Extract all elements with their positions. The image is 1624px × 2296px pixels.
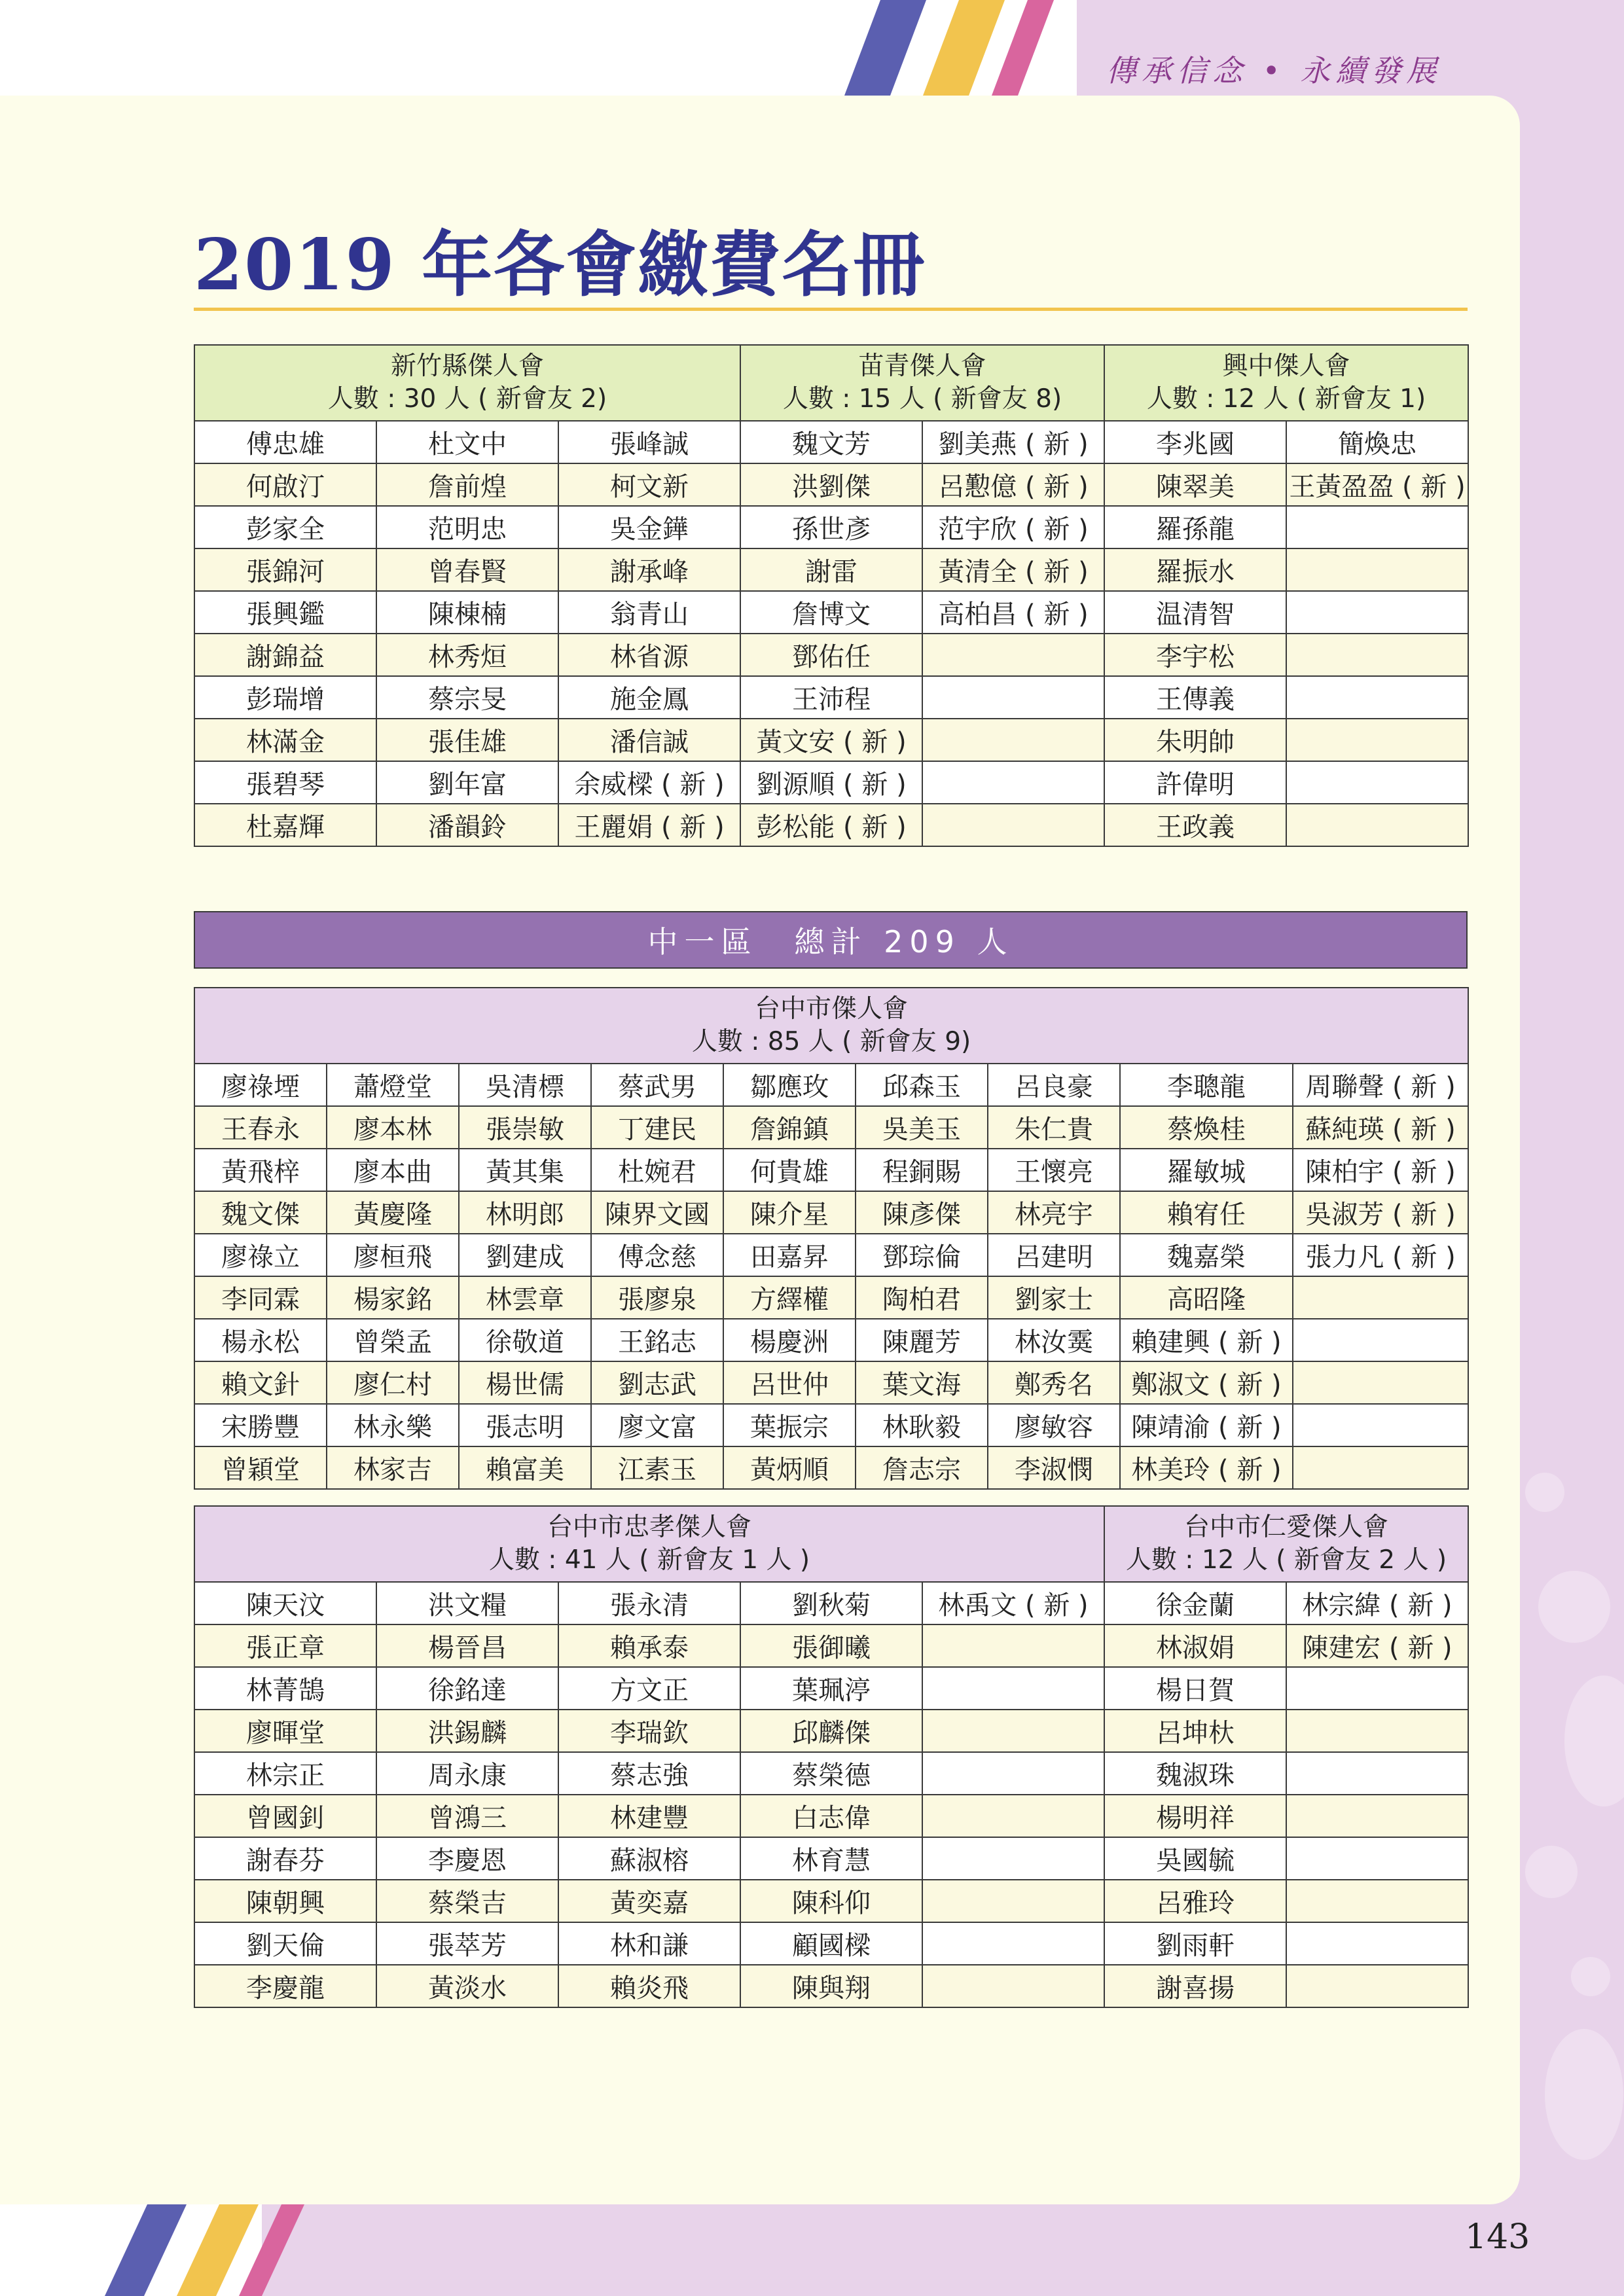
member-name-cell: 林和謙 (558, 1922, 740, 1965)
member-name-cell: 李慶龍 (194, 1965, 376, 2007)
table-row (194, 1276, 1468, 1319)
member-name-cell: 孫世彥 (740, 506, 922, 548)
member-name-cell (922, 1880, 1104, 1922)
member-name-cell: 陳建宏 ( 新 ) (1286, 1624, 1468, 1667)
member-name-cell: 江素玉 (591, 1446, 723, 1489)
group-name: 台中市仁愛傑人會 (1183, 1513, 1388, 1542)
group-header (194, 1506, 1104, 1582)
member-name-cell: 李宇松 (1104, 634, 1286, 676)
member-name-cell: 陳棟楠 (376, 591, 558, 634)
member-name-cell: 王黃盈盈 ( 新 ) (1286, 463, 1468, 506)
member-name-cell: 劉家士 (988, 1276, 1120, 1319)
member-name-cell: 曾國釗 (194, 1795, 376, 1837)
member-name-cell: 李同霖 (194, 1276, 327, 1319)
member-name-cell: 劉天倫 (194, 1922, 376, 1965)
member-name-cell: 陳靖渝 ( 新 ) (1120, 1404, 1293, 1446)
member-name-cell: 張正章 (194, 1624, 376, 1667)
member-name-cell: 翁青山 (558, 591, 740, 634)
member-name-cell: 陳界文國 (591, 1191, 723, 1234)
member-name-cell (922, 1624, 1104, 1667)
member-name-cell: 蔡志強 (558, 1752, 740, 1795)
member-name-cell: 范明忠 (376, 506, 558, 548)
member-name-cell: 顧國樑 (740, 1922, 922, 1965)
member-name-cell (1286, 548, 1468, 591)
decorative-bubble (1525, 1473, 1564, 1512)
member-name-cell (922, 761, 1104, 804)
member-name-cell: 王懷亮 (988, 1149, 1120, 1191)
member-name-cell (1286, 1922, 1468, 1965)
member-name-cell (922, 804, 1104, 846)
member-name-cell: 陳介星 (723, 1191, 856, 1234)
member-name-cell: 施金鳳 (558, 676, 740, 719)
member-name-cell: 廖祿立 (194, 1234, 327, 1276)
member-name-cell: 楊慶洲 (723, 1319, 856, 1361)
member-name-cell (1293, 1446, 1468, 1489)
member-name-cell (922, 1837, 1104, 1880)
member-name-cell: 魏文芳 (740, 421, 922, 463)
member-name-cell: 楊明祥 (1104, 1795, 1286, 1837)
member-name-cell: 林亮宇 (988, 1191, 1120, 1234)
member-name-cell: 魏淑珠 (1104, 1752, 1286, 1795)
table-row (194, 1106, 1468, 1149)
member-name-cell: 邱森玉 (856, 1064, 988, 1106)
member-name-cell: 白志偉 (740, 1795, 922, 1837)
table-row (194, 1149, 1468, 1191)
member-name-cell: 謝雷 (740, 548, 922, 591)
member-name-cell: 廖本曲 (327, 1149, 459, 1191)
member-name-cell: 林永樂 (327, 1404, 459, 1446)
member-name-cell: 杜文中 (376, 421, 558, 463)
member-name-cell: 黃炳順 (723, 1446, 856, 1489)
table-row (194, 548, 1468, 591)
member-name-cell: 張力凡 ( 新 ) (1293, 1234, 1468, 1276)
member-name-cell: 宋勝豐 (194, 1404, 327, 1446)
table-row (194, 1922, 1468, 1965)
member-name-cell (1286, 1710, 1468, 1752)
table-row (194, 1319, 1468, 1361)
member-name-cell: 廖仁村 (327, 1361, 459, 1404)
member-name-cell: 方繹權 (723, 1276, 856, 1319)
member-name-cell: 林宗緯 ( 新 ) (1286, 1582, 1468, 1624)
member-name-cell: 王銘志 (591, 1319, 723, 1361)
decorative-bubble (1571, 1957, 1610, 1996)
member-name-cell: 王傳義 (1104, 676, 1286, 719)
table-row (194, 719, 1468, 761)
member-name-cell: 李淑憫 (988, 1446, 1120, 1489)
member-name-cell: 黃飛梓 (194, 1149, 327, 1191)
member-name-cell: 高昭隆 (1120, 1276, 1293, 1319)
member-name-cell: 吳淑芳 ( 新 ) (1293, 1191, 1468, 1234)
member-name-cell: 魏嘉榮 (1120, 1234, 1293, 1276)
member-name-cell: 黃奕嘉 (558, 1880, 740, 1922)
member-name-cell: 陶柏君 (856, 1276, 988, 1319)
group-count: 人數 : 85 人 ( 新會友 9) (691, 1027, 971, 1056)
member-name-cell: 謝承峰 (558, 548, 740, 591)
member-name-cell: 羅振水 (1104, 548, 1286, 591)
member-name-cell: 葉珮渟 (740, 1667, 922, 1710)
table-row (194, 1191, 1468, 1234)
member-name-cell: 呂懃億 ( 新 ) (922, 463, 1104, 506)
member-name-cell: 呂坤杕 (1104, 1710, 1286, 1752)
member-name-cell: 王沛程 (740, 676, 922, 719)
page-title: 2019 年各會繳費名冊 (194, 224, 926, 306)
member-name-cell: 蔡榮吉 (376, 1880, 558, 1922)
member-name-cell: 張崇敏 (459, 1106, 591, 1149)
member-name-cell: 廖文富 (591, 1404, 723, 1446)
member-name-cell: 傅念慈 (591, 1234, 723, 1276)
member-name-cell: 田嘉昇 (723, 1234, 856, 1276)
member-name-cell: 賴承泰 (558, 1624, 740, 1667)
table-row (194, 1965, 1468, 2007)
group-name: 苗青傑人會 (858, 351, 986, 381)
member-name-cell (1286, 1880, 1468, 1922)
member-name-cell (1286, 676, 1468, 719)
member-name-cell: 蔡宗旻 (376, 676, 558, 719)
member-name-cell (1293, 1319, 1468, 1361)
member-name-cell: 潘信誠 (558, 719, 740, 761)
table-row (194, 1710, 1468, 1752)
member-name-cell: 鄒應玫 (723, 1064, 856, 1106)
member-name-cell: 張志明 (459, 1404, 591, 1446)
member-name-cell: 賴炎飛 (558, 1965, 740, 2007)
table-taichung (194, 987, 1469, 1490)
group-name: 新竹縣傑人會 (391, 351, 545, 381)
member-name-cell (922, 1710, 1104, 1752)
member-name-cell: 羅敏城 (1120, 1149, 1293, 1191)
member-name-cell: 范宇欣 ( 新 ) (922, 506, 1104, 548)
member-name-cell (922, 676, 1104, 719)
member-name-cell: 廖暉堂 (194, 1710, 376, 1752)
member-name-cell: 賴富美 (459, 1446, 591, 1489)
header-slogan: 傳承信念 • 永續發展 (1106, 53, 1442, 88)
member-name-cell: 鄧佑任 (740, 634, 922, 676)
member-name-cell: 張碧琴 (194, 761, 376, 804)
table-row (194, 1880, 1468, 1922)
member-name-cell: 何貴雄 (723, 1149, 856, 1191)
member-name-cell: 許偉明 (1104, 761, 1286, 804)
table-row (194, 804, 1468, 846)
decorative-stripes-bottom (85, 2204, 360, 2296)
member-name-cell: 林秀烜 (376, 634, 558, 676)
member-name-cell (922, 1795, 1104, 1837)
member-name-cell (1286, 719, 1468, 761)
decorative-bubble (1525, 1846, 1578, 1898)
decorative-bubble (1545, 2029, 1623, 2160)
member-name-cell: 蕭燈堂 (327, 1064, 459, 1106)
group-count: 人數 : 12 人 ( 新會友 2 人 ) (1125, 1545, 1447, 1575)
member-name-cell: 邱麟傑 (740, 1710, 922, 1752)
member-name-cell: 劉建成 (459, 1234, 591, 1276)
page-number: 143 (1465, 2217, 1530, 2257)
group-header (1104, 1506, 1468, 1582)
member-name-cell: 張御曦 (740, 1624, 922, 1667)
table-row (194, 1667, 1468, 1710)
member-name-cell: 詹志宗 (856, 1446, 988, 1489)
member-name-cell: 林省源 (558, 634, 740, 676)
group-name: 台中市忠孝傑人會 (547, 1513, 751, 1542)
member-name-cell: 彭松能 ( 新 ) (740, 804, 922, 846)
member-name-cell: 林滿金 (194, 719, 376, 761)
member-name-cell: 蔡煥桂 (1120, 1106, 1293, 1149)
member-name-cell: 鄭秀名 (988, 1361, 1120, 1404)
table-row (194, 1752, 1468, 1795)
member-name-cell: 方文正 (558, 1667, 740, 1710)
member-name-cell: 劉源順 ( 新 ) (740, 761, 922, 804)
member-name-cell: 賴建興 ( 新 ) (1120, 1319, 1293, 1361)
table-row (194, 1446, 1468, 1489)
member-name-cell: 羅孫龍 (1104, 506, 1286, 548)
member-name-cell: 王春永 (194, 1106, 327, 1149)
member-name-cell: 吳美玉 (856, 1106, 988, 1149)
member-name-cell: 蔡榮德 (740, 1752, 922, 1795)
table-row (194, 761, 1468, 804)
member-name-cell: 呂世仲 (723, 1361, 856, 1404)
member-name-cell (1293, 1404, 1468, 1446)
member-name-cell: 黃其集 (459, 1149, 591, 1191)
member-name-cell (922, 1965, 1104, 2007)
member-name-cell: 劉雨軒 (1104, 1922, 1286, 1965)
member-name-cell: 劉美燕 ( 新 ) (922, 421, 1104, 463)
member-name-cell: 洪文糧 (376, 1582, 558, 1624)
member-name-cell: 蘇純瑛 ( 新 ) (1293, 1106, 1468, 1149)
member-name-cell (1286, 591, 1468, 634)
member-name-cell: 柯文新 (558, 463, 740, 506)
member-name-cell: 張錦河 (194, 548, 376, 591)
member-name-cell: 呂雅玲 (1104, 1880, 1286, 1922)
member-name-cell: 楊日賀 (1104, 1667, 1286, 1710)
member-name-cell: 黃淡水 (376, 1965, 558, 2007)
member-name-cell: 陳翠美 (1104, 463, 1286, 506)
member-name-cell: 林育慧 (740, 1837, 922, 1880)
member-name-cell: 周永康 (376, 1752, 558, 1795)
member-name-cell (1286, 1965, 1468, 2007)
group-count: 人數 : 30 人 ( 新會友 2) (327, 384, 607, 414)
member-name-cell: 洪錫麟 (376, 1710, 558, 1752)
group-name: 興中傑人會 (1222, 351, 1350, 381)
group-header (194, 345, 740, 421)
member-name-cell: 蔡武男 (591, 1064, 723, 1106)
member-name-cell: 楊世儒 (459, 1361, 591, 1404)
member-name-cell: 陳科仰 (740, 1880, 922, 1922)
member-name-cell: 林美玲 ( 新 ) (1120, 1446, 1293, 1489)
table-row (194, 676, 1468, 719)
group-header (194, 988, 1468, 1064)
member-name-cell: 劉秋菊 (740, 1582, 922, 1624)
member-name-cell: 簡煥忠 (1286, 421, 1468, 463)
member-name-cell: 徐銘達 (376, 1667, 558, 1710)
member-name-cell: 曾榮孟 (327, 1319, 459, 1361)
member-name-cell: 劉志武 (591, 1361, 723, 1404)
member-name-cell (1286, 1667, 1468, 1710)
member-name-cell (922, 1922, 1104, 1965)
table-row (194, 1064, 1468, 1106)
table-row (194, 1795, 1468, 1837)
member-name-cell (922, 634, 1104, 676)
member-name-cell: 張峰誠 (558, 421, 740, 463)
member-name-cell: 王麗娟 ( 新 ) (558, 804, 740, 846)
member-name-cell: 余威樑 ( 新 ) (558, 761, 740, 804)
member-name-cell: 葉文海 (856, 1361, 988, 1404)
group-count: 人數 : 15 人 ( 新會友 8) (782, 384, 1062, 414)
table-row (194, 421, 1468, 463)
member-name-cell: 傅忠雄 (194, 421, 376, 463)
member-name-cell: 張永清 (558, 1582, 740, 1624)
member-name-cell: 林禹文 ( 新 ) (922, 1582, 1104, 1624)
member-name-cell: 李慶恩 (376, 1837, 558, 1880)
member-name-cell: 張廖泉 (591, 1276, 723, 1319)
member-name-cell (1293, 1276, 1468, 1319)
region-total-band: 中一區 總計 209 人 (194, 911, 1468, 969)
table-row (194, 1234, 1468, 1276)
table-row (194, 591, 1468, 634)
member-name-cell: 杜婉君 (591, 1149, 723, 1191)
member-name-cell: 張興鑑 (194, 591, 376, 634)
member-name-cell: 彭瑞增 (194, 676, 376, 719)
member-name-cell: 林建豐 (558, 1795, 740, 1837)
table-hsinchu-miaoli-xingzhong (194, 344, 1469, 847)
decorative-stripes-top (812, 0, 1126, 96)
table-row (194, 463, 1468, 506)
member-name-cell: 李瑞欽 (558, 1710, 740, 1752)
member-name-cell: 謝春芬 (194, 1837, 376, 1880)
member-name-cell: 陳朝興 (194, 1880, 376, 1922)
member-name-cell: 陳彥傑 (856, 1191, 988, 1234)
member-name-cell: 朱明帥 (1104, 719, 1286, 761)
table-row (194, 1361, 1468, 1404)
member-name-cell: 彭家全 (194, 506, 376, 548)
member-name-cell: 廖敏容 (988, 1404, 1120, 1446)
group-count: 人數 : 12 人 ( 新會友 1) (1146, 384, 1426, 414)
member-name-cell: 陳麗芳 (856, 1319, 988, 1361)
member-name-cell: 高柏昌 ( 新 ) (922, 591, 1104, 634)
member-name-cell: 楊家銘 (327, 1276, 459, 1319)
member-name-cell: 徐敬道 (459, 1319, 591, 1361)
group-count: 人數 : 41 人 ( 新會友 1 人 ) (488, 1545, 810, 1575)
member-name-cell: 林雲章 (459, 1276, 591, 1319)
group-header (740, 345, 1104, 421)
group-name: 台中市傑人會 (755, 994, 909, 1024)
member-name-cell: 楊晉昌 (376, 1624, 558, 1667)
member-name-cell: 曾穎堂 (194, 1446, 327, 1489)
table-row (194, 1582, 1468, 1624)
member-name-cell: 周聯聲 ( 新 ) (1293, 1064, 1468, 1106)
member-name-cell: 呂良豪 (988, 1064, 1120, 1106)
member-name-cell: 徐金蘭 (1104, 1582, 1286, 1624)
member-name-cell (1286, 1752, 1468, 1795)
member-name-cell: 朱仁貴 (988, 1106, 1120, 1149)
member-name-cell: 詹博文 (740, 591, 922, 634)
member-name-cell (1286, 804, 1468, 846)
member-name-cell: 廖桓飛 (327, 1234, 459, 1276)
member-name-cell: 賴宥任 (1120, 1191, 1293, 1234)
member-name-cell: 鄭淑文 ( 新 ) (1120, 1361, 1293, 1404)
table-row (194, 634, 1468, 676)
member-name-cell: 詹前煌 (376, 463, 558, 506)
member-name-cell: 曾春賢 (376, 548, 558, 591)
member-name-cell: 吳清標 (459, 1064, 591, 1106)
table-row (194, 1624, 1468, 1667)
member-name-cell: 林汝霙 (988, 1319, 1120, 1361)
member-name-cell: 張佳雄 (376, 719, 558, 761)
member-name-cell: 李聰龍 (1120, 1064, 1293, 1106)
title-underline (194, 308, 1468, 311)
member-name-cell: 洪劉傑 (740, 463, 922, 506)
member-name-cell (922, 1667, 1104, 1710)
member-name-cell: 黃文安 ( 新 ) (740, 719, 922, 761)
member-name-cell: 陳天汶 (194, 1582, 376, 1624)
member-name-cell: 黃慶隆 (327, 1191, 459, 1234)
member-name-cell: 林淑娟 (1104, 1624, 1286, 1667)
member-name-cell: 程銅賜 (856, 1149, 988, 1191)
table-row (194, 1404, 1468, 1446)
member-name-cell: 廖祿堙 (194, 1064, 327, 1106)
decorative-bubble (1538, 1571, 1610, 1643)
member-name-cell: 王政義 (1104, 804, 1286, 846)
member-name-cell: 謝錦益 (194, 634, 376, 676)
member-name-cell: 葉振宗 (723, 1404, 856, 1446)
member-name-cell (922, 1752, 1104, 1795)
member-name-cell (1286, 1795, 1468, 1837)
member-name-cell: 吳金鏵 (558, 506, 740, 548)
member-name-cell (922, 719, 1104, 761)
table-zhongxiao-renai (194, 1505, 1469, 2008)
member-name-cell: 丁建民 (591, 1106, 723, 1149)
table-row (194, 1837, 1468, 1880)
member-name-cell (1286, 1837, 1468, 1880)
member-name-cell: 温清智 (1104, 591, 1286, 634)
member-name-cell: 林宗正 (194, 1752, 376, 1795)
member-name-cell: 林家吉 (327, 1446, 459, 1489)
member-name-cell: 何啟汀 (194, 463, 376, 506)
member-name-cell (1293, 1361, 1468, 1404)
member-name-cell: 詹錦鎮 (723, 1106, 856, 1149)
member-name-cell: 謝喜揚 (1104, 1965, 1286, 2007)
member-name-cell: 鄧琮倫 (856, 1234, 988, 1276)
member-name-cell: 呂建明 (988, 1234, 1120, 1276)
member-name-cell: 曾鴻三 (376, 1795, 558, 1837)
member-name-cell: 林菁鵠 (194, 1667, 376, 1710)
member-name-cell: 蘇淑榕 (558, 1837, 740, 1880)
member-name-cell: 杜嘉輝 (194, 804, 376, 846)
member-name-cell: 吳國毓 (1104, 1837, 1286, 1880)
member-name-cell: 李兆國 (1104, 421, 1286, 463)
member-name-cell: 劉年富 (376, 761, 558, 804)
member-name-cell (1286, 506, 1468, 548)
member-name-cell: 陳與翔 (740, 1965, 922, 2007)
member-name-cell: 賴文針 (194, 1361, 327, 1404)
member-name-cell: 楊永松 (194, 1319, 327, 1361)
group-header (1104, 345, 1468, 421)
member-name-cell: 林明郎 (459, 1191, 591, 1234)
table-row (194, 506, 1468, 548)
member-name-cell: 陳柏宇 ( 新 ) (1293, 1149, 1468, 1191)
member-name-cell: 林耿毅 (856, 1404, 988, 1446)
member-name-cell: 魏文傑 (194, 1191, 327, 1234)
member-name-cell: 張萃芳 (376, 1922, 558, 1965)
member-name-cell: 潘韻鈴 (376, 804, 558, 846)
member-name-cell (1286, 634, 1468, 676)
member-name-cell (1286, 761, 1468, 804)
member-name-cell: 黃清全 ( 新 ) (922, 548, 1104, 591)
member-name-cell: 廖本林 (327, 1106, 459, 1149)
decorative-bubble (1564, 1676, 1624, 1806)
